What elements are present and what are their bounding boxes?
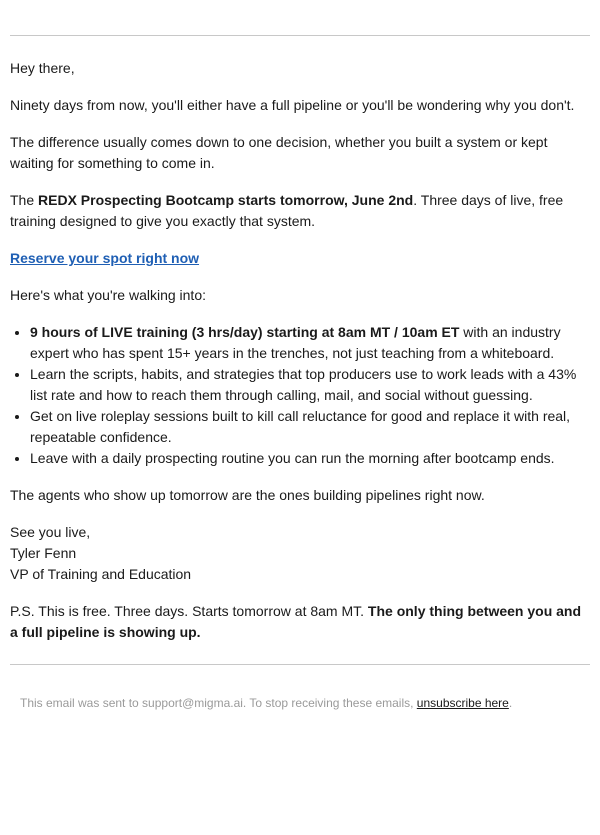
ps-paragraph <box>10 601 590 643</box>
list-item <box>30 448 590 469</box>
walking-into-heading: Here's what you're walking into: <box>10 287 206 303</box>
list-item-text: Learn the scripts, habits, and strategies that top producers use to work leads with a 43% list rate and how to reach them through calling, mail, and social without guessing. <box>30 366 577 403</box>
list-item <box>30 322 590 364</box>
list-item <box>30 364 590 406</box>
list-item-text: Get on live roleplay sessions built to kill call reluctance for good and replace it with real, repeatable confidence. <box>30 408 571 445</box>
list-item-text: Leave with a daily prospecting routine you can run the morning after bootcamp ends. <box>30 450 555 466</box>
email-body <box>10 35 590 711</box>
announcement-prefix: The <box>10 192 39 208</box>
difference-paragraph: The difference usually comes down to one decision, whether you built a system or kept waiting for something to come in. <box>10 134 548 171</box>
bottom-divider <box>10 664 590 665</box>
signoff-block <box>10 522 590 585</box>
reserve-spot-link[interactable]: Reserve your spot right now <box>10 250 200 266</box>
footer-end: . <box>508 696 513 710</box>
sender-name: Tyler Fenn <box>10 545 77 561</box>
sender-title: VP of Training and Education <box>10 566 192 582</box>
agents-paragraph: The agents who show up tomorrow are the ones building pipelines right now. <box>10 487 485 503</box>
ps-bold: The only thing between you and a full pipeline is showing up. <box>10 603 582 640</box>
top-divider <box>10 35 590 36</box>
footer-text: This email was sent to support@migma.ai. To stop receiving these emails, <box>20 696 417 710</box>
announcement-highlight: REDX Prospecting Bootcamp starts tomorrow, June 2nd <box>38 192 414 208</box>
signoff-closing: See you live, <box>10 524 91 540</box>
email-footer <box>10 695 590 711</box>
list-item-text: with an industry expert who has spent 15+ years in the trenches, not just teaching from a whiteboard. <box>30 324 561 361</box>
announcement-paragraph <box>10 190 590 232</box>
announcement-suffix: . Three days of live, free training designed to give you exactly that system. <box>10 192 564 229</box>
unsubscribe-link[interactable]: unsubscribe here <box>416 696 509 710</box>
benefits-list <box>10 322 590 469</box>
intro-paragraph: Ninety days from now, you'll either have a full pipeline or you'll be wondering why you don't. <box>10 97 575 113</box>
list-item-bold: 9 hours of LIVE training (3 hrs/day) starting at 8am MT / 10am ET <box>30 324 460 340</box>
greeting: Hey there, <box>10 60 75 76</box>
list-item <box>30 406 590 448</box>
ps-text: P.S. This is free. Three days. Starts tomorrow at 8am MT. <box>10 603 368 619</box>
